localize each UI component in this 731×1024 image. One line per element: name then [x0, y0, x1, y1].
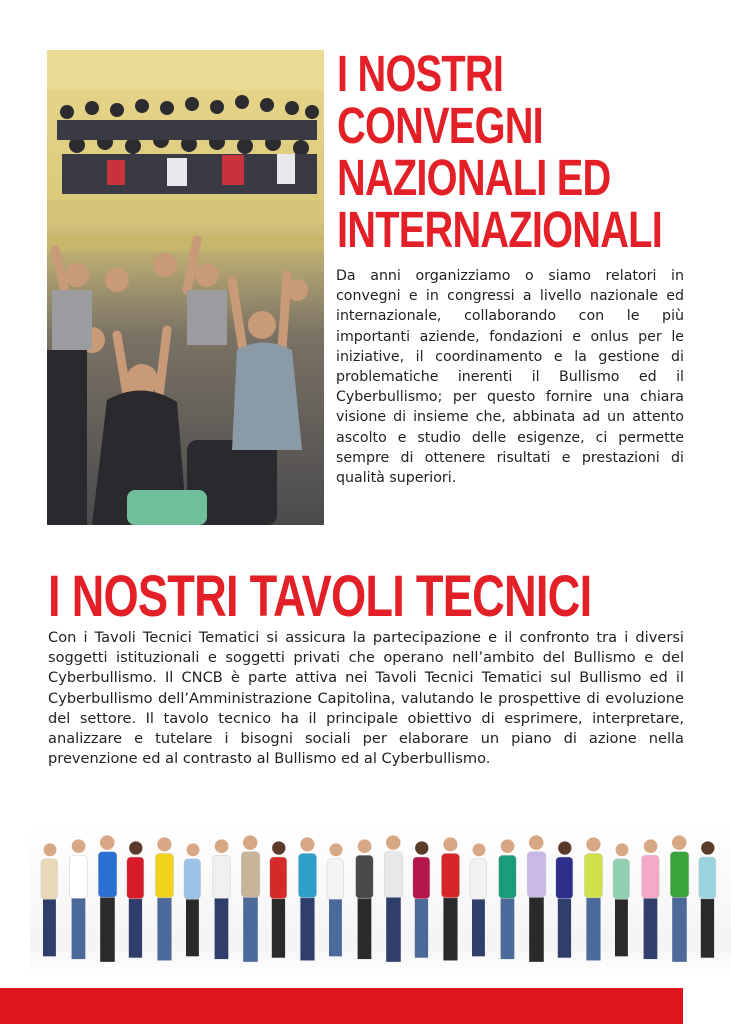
- people-row-art: [30, 825, 731, 975]
- person-figure: [670, 835, 689, 962]
- footer-band: [0, 988, 683, 1024]
- convegni-heading-line: I NOSTRI: [337, 45, 504, 102]
- person-figure: [241, 835, 260, 962]
- person-figure: [613, 843, 630, 956]
- person-figure: [356, 839, 374, 959]
- person-figure: [642, 839, 660, 959]
- person-figure: [127, 841, 144, 957]
- tavoli-body: Con i Tavoli Tecnici Tematici si assicura la partecipazione e il confronto tra i diversi soggetti istituzionali e soggetti privati che operano nell’ambito del Bullismo e del Cyberbullismo. Il CNCB è parte attiva nei Tavoli Tecnici Tematici sul Bullismo ed il Cyberbullismo dell’Amministrazione Capitolina, valutando le prospettive di evoluzione del settore. Il tavolo tecnico ha il principale obiettivo di esprimere, interpretare, analizzare e tutelare i bisogni sociali per elaborare un piano di azione nella prevenzione ed al contrasto al Bullismo ed al Cyberbullismo.: [48, 629, 684, 768]
- convegni-heading-line: NAZIONALI ED: [337, 149, 611, 206]
- person-figure: [327, 843, 344, 956]
- convegni-heading-line: CONVEGNI: [337, 97, 543, 154]
- convegni-heading: [337, 45, 662, 258]
- people-row-photo: [30, 825, 731, 975]
- person-figure: [413, 841, 430, 957]
- convegni-heading-line: INTERNAZIONALI: [337, 201, 662, 258]
- person-figure: [184, 843, 201, 956]
- person-figure: [499, 839, 517, 959]
- person-figure: [41, 843, 58, 956]
- person-figure: [556, 841, 573, 957]
- person-figure: [213, 839, 231, 959]
- convegni-body: Da anni organizziamo o siamo relatori in convegni e in congressi a livello nazionale ed internazionale, collaborando con le più importanti aziende, fondazioni e onlus per le iniziative, il coordinamento e la gestione di problematiche inerenti il Bullismo ed il Cyberbullismo; per questo fornire una chiara visione di insieme che, abbinata ad un attento ascolto e studio delle esigenze, ci permette sempre di ottenere risultati e prestazioni di qualità superiori.: [336, 268, 684, 487]
- tavoli-heading: I NOSTRI TAVOLI TECNICI: [48, 564, 592, 629]
- person-figure: [470, 843, 487, 956]
- person-figure: [441, 837, 459, 960]
- person-figure: [699, 841, 716, 957]
- students-photo: [47, 50, 324, 525]
- person-figure: [155, 837, 173, 960]
- person-figure: [70, 839, 88, 959]
- person-figure: [98, 835, 117, 962]
- person-figure: [527, 835, 546, 962]
- person-figure: [584, 837, 602, 960]
- person-figure: [298, 837, 316, 960]
- person-figure: [384, 835, 403, 962]
- students-photo-art: [47, 50, 324, 525]
- person-figure: [270, 841, 287, 957]
